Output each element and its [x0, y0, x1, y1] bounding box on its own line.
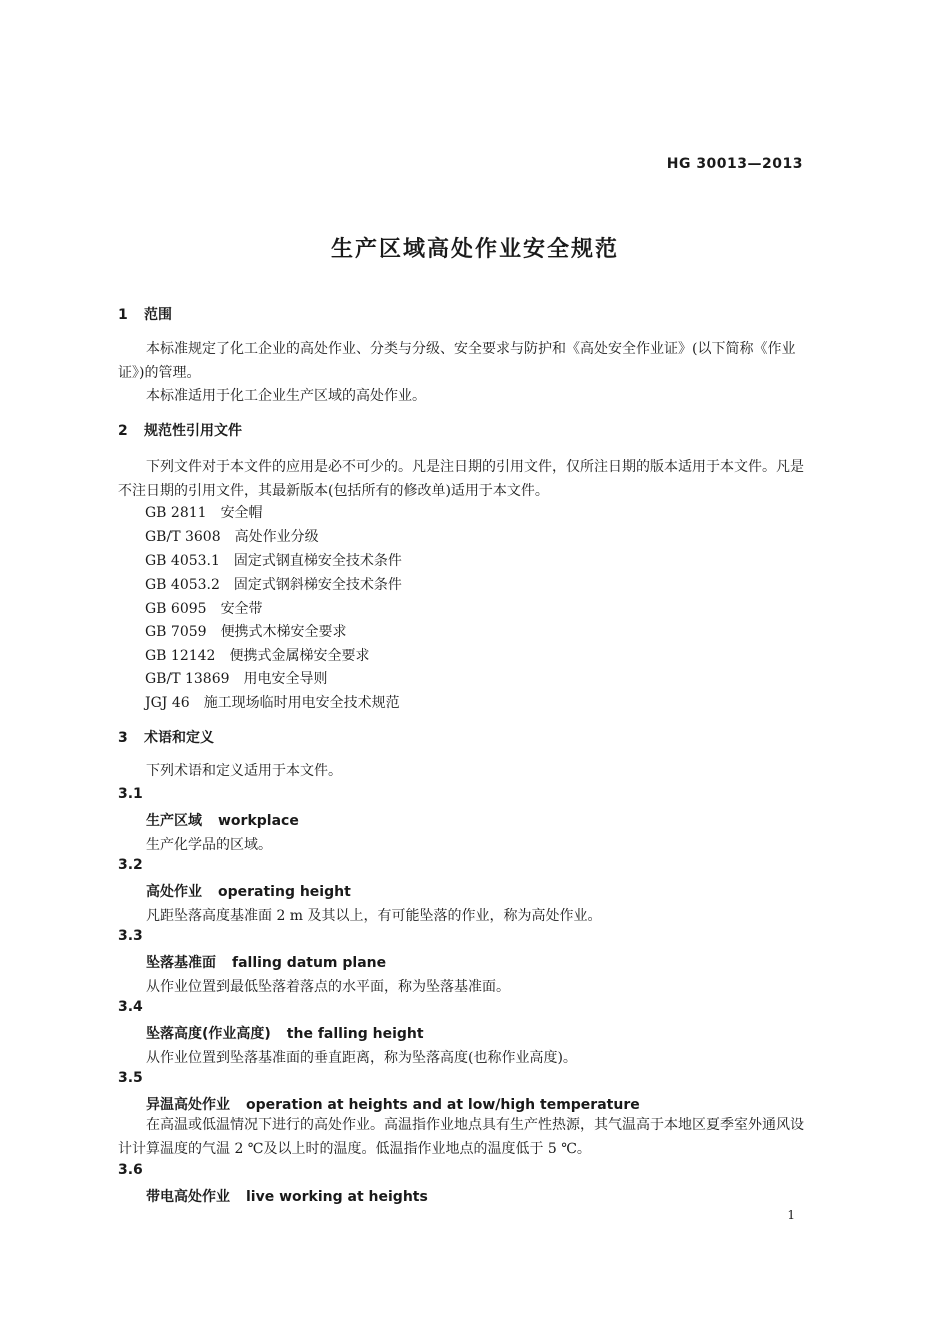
- section-1-paragraph-2: 本标准适用于化工企业生产区域的高处作业。: [146, 388, 426, 404]
- reference-title: 便携式木梯安全要求: [220, 624, 347, 640]
- reference-item: [145, 668, 328, 688]
- term-number: 3.1: [118, 786, 143, 802]
- term-cn: 异温高处作业: [146, 1097, 230, 1113]
- term-en: the falling height: [286, 1026, 424, 1042]
- section-2-intro: 下列文件对于本文件的应用是必不可少的。凡是注日期的引用文件，仅所注日期的版本适用于本文件。凡是不注日期的引用文件，其最新版本(包括所有的修改单)适用于本文件。: [118, 459, 804, 499]
- reference-code: GB 6095: [145, 601, 207, 617]
- term-cn: 坠落基准面: [146, 955, 216, 971]
- term-definition: 生产化学品的区域。: [146, 837, 272, 853]
- reference-title: 用电安全导则: [243, 671, 328, 687]
- reference-title: 施工现场临时用电安全技术规范: [203, 695, 400, 711]
- term-cn: 高处作业: [146, 884, 202, 900]
- reference-item: [145, 621, 347, 641]
- term-name: [146, 952, 386, 972]
- reference-title: 高处作业分级: [234, 529, 319, 545]
- term-number: 3.5: [118, 1070, 143, 1086]
- reference-item: [145, 502, 263, 522]
- section-title: 范围: [144, 307, 172, 323]
- section-number: 3: [118, 730, 128, 746]
- term-definition: 从作业位置到坠落基准面的垂直距离，称为坠落高度(也称作业高度)。: [146, 1050, 577, 1066]
- term-cn: 生产区域: [146, 813, 202, 829]
- reference-code: GB 7059: [145, 624, 207, 640]
- section-3-heading: [118, 727, 214, 747]
- reference-item: [145, 574, 402, 594]
- reference-code: JGJ 46: [145, 695, 190, 711]
- term-number: 3.6: [118, 1162, 143, 1178]
- page-number: 1: [787, 1208, 795, 1222]
- term-definition: 在高温或低温情况下进行的高处作业。高温指作业地点具有生产性热源，其气温高于本地区夏季室外通风设计计算温度的气温 2 ℃及以上时的温度。低温指作业地点的温度低于 5 ℃。: [118, 1117, 804, 1157]
- section-title: 术语和定义: [144, 730, 214, 746]
- term-en: operating height: [218, 884, 351, 900]
- reference-title: 固定式钢直梯安全技术条件: [233, 553, 402, 569]
- term-name: [146, 881, 351, 901]
- reference-title: 便携式金属梯安全要求: [229, 648, 370, 664]
- section-3-intro: 下列术语和定义适用于本文件。: [146, 763, 342, 779]
- section-title: 规范性引用文件: [144, 423, 242, 439]
- term-number: 3.4: [118, 999, 143, 1015]
- term-en: live working at heights: [246, 1189, 428, 1205]
- term-en: workplace: [218, 813, 299, 829]
- term-definition: 从作业位置到最低坠落着落点的水平面，称为坠落基准面。: [146, 979, 510, 995]
- section-number: 1: [118, 307, 128, 323]
- term-number: 3.3: [118, 928, 143, 944]
- reference-code: GB/T 13869: [145, 671, 230, 687]
- term-name: [146, 810, 299, 830]
- section-number: 2: [118, 423, 128, 439]
- document-title: 生产区域高处作业安全规范: [330, 237, 619, 262]
- term-cn: 带电高处作业: [146, 1189, 230, 1205]
- section-1-heading: [118, 304, 172, 324]
- term-name: [146, 1094, 640, 1114]
- reference-code: GB 4053.1: [145, 553, 220, 569]
- standard-code: HG 30013—2013: [666, 156, 803, 172]
- term-definition: 凡距坠落高度基准面 2 m 及其以上，有可能坠落的作业，称为高处作业。: [146, 908, 602, 924]
- reference-item: [145, 645, 369, 665]
- reference-code: GB/T 3608: [145, 529, 221, 545]
- reference-item: [145, 550, 402, 570]
- section-1-paragraph-1: 本标准规定了化工企业的高处作业、分类与分级、安全要求与防护和《高处安全作业证》(以下简称《作业证》)的管理。: [118, 341, 796, 381]
- term-number: 3.2: [118, 857, 143, 873]
- term-name: [146, 1023, 424, 1043]
- reference-item: [145, 526, 319, 546]
- reference-code: GB 4053.2: [145, 577, 220, 593]
- reference-title: 安全帽: [220, 505, 263, 521]
- term-en: operation at heights and at low/high temperature: [246, 1097, 640, 1113]
- term-name: [146, 1186, 428, 1206]
- term-cn: 坠落高度(作业高度): [146, 1026, 271, 1042]
- reference-title: 安全带: [220, 601, 263, 617]
- reference-item: [145, 598, 263, 618]
- reference-code: GB 12142: [145, 648, 216, 664]
- reference-item: [145, 692, 400, 712]
- term-en: falling datum plane: [232, 955, 387, 971]
- reference-code: GB 2811: [145, 505, 207, 521]
- reference-title: 固定式钢斜梯安全技术条件: [233, 577, 402, 593]
- section-2-heading: [118, 420, 242, 440]
